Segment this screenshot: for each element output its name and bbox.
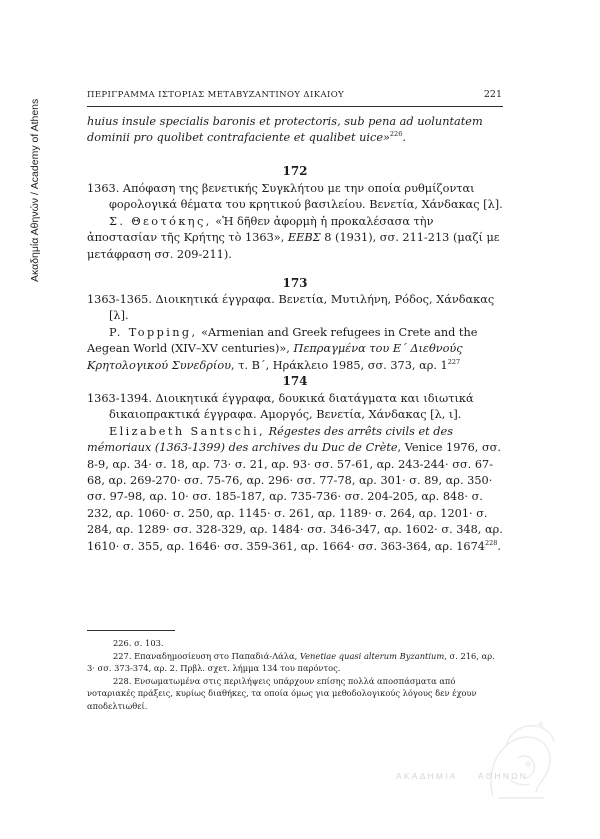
entry-172 <box>87 181 503 263</box>
entry-174 <box>87 391 503 555</box>
entry-174-bibliography: Elizabeth Santschi, Régestes des arrêts civils et des mémoriaux (1363-1399) des archives du Duc de Crète, Venice 1976, σσ. 8-9, αρ. 34· σ. 18, αρ. 73· σ. 21, αρ. 93· σσ. 57-61, αρ. 243-244· σσ. 67-68, αρ. 269-270· σσ. 75-76, αρ. 296· σσ. 77-78, αρ. 301· σ. 89, αρ. 350· σσ. 97-98, αρ. 10· σσ. 185-187, αρ. 735-736· σσ. 204-205, αρ. 848· σ. 232, αρ. 1060· σ. 250, αρ. 1145· σ. 261, αρ. 1189· σ. 264, αρ. 1201· σ. 284, αρ. 1289· σσ. 328-329, αρ. 1484· σσ. 346-347, αρ. 1602· σ. 348, αρ. 1610· σ. 355, αρ. 1646· σσ. 359-361, αρ. 1664· σσ. 363-364, αρ. 1674$^{228}$. <box>87 424 503 553</box>
footnote-228: 228. Ενσωματωμένα στις περιλήψεις υπάρχουν επίσης πολλά αποσπάσματα από νοταριακές πράξεις, κυρίως διαθήκες, τα οποία όμως για μεθοδολογικούς λόγους δεν έχουν αποδελτιωθεί. <box>87 675 477 711</box>
running-head: ΠΕΡΙΓΡΑΜΜΑ ΙΣΤΟΡΙΑΣ ΜΕΤΑΒΥΖΑΝΤΙΝΟΥ ΔΙΚΑΙΟΥ <box>87 90 345 100</box>
entry-173-bibliography: P. Topping, «Armenian and Greek refugees in Crete and the Aegean World (XIV–XV centuries)», Πεπραγμένα του Ε΄ Διεθνούς Κρητολογικού Συνεδρίου, τ. Β΄, Ηράκλειο 1985, σσ. 373, αρ. $1^{227}$ <box>87 325 478 372</box>
watermark-right: ΑΘΗΝΩΝ <box>478 771 529 781</box>
footnote-ref: 228 <box>485 538 498 547</box>
footnote-ref: 227 <box>447 357 461 366</box>
footnote-227: 227. Επαναδημοσίευση στο Παπαδιά-Λάλα, Venetiae quasi alterum Byzantium, σ. 216, αρ. 3· σσ. 373-374, αρ. 2. Πρβλ. σχετ. λήμμα 134 του παρόντος. <box>87 650 495 673</box>
entry-172-bibliography: Σ. Θεοτόκης, «Ἡ δῆθεν ἀφορμὴ ἡ προκαλέσασα τὴν ἀποστασίαν τῆς Κρήτης τὸ 1363», ΕΕΒΣ 8 (1931), σσ. 211-213 (μαζί με μετάφραση σσ. 209-211). <box>87 214 500 261</box>
entry-173-description: 1363-1365. Διοικητικά έγγραφα. Βενετία, Μυτιλήνη, Ρόδος, Χάνδακας [λ]. <box>87 293 495 323</box>
entry-number-174: 174 <box>282 374 308 388</box>
entry-174-description: 1363-1394. Διοικητικά έγγραφα, δουκικά διατάγματα και ιδιωτικά δικαιοπρακτικά έγγραφα. Αμοργός, Βενετία, Χάνδακας [λ, ι]. <box>87 392 474 422</box>
page-number: 221 <box>483 89 502 100</box>
footnotes <box>87 637 503 712</box>
athena-head-logo-icon <box>458 718 563 808</box>
footnote-rule <box>87 630 175 631</box>
header-rule <box>87 106 503 107</box>
footnote-226: 226. σ. 103. <box>113 638 164 648</box>
entry-172-description: 1363. Απόφαση της βενετικής Συγκλήτου με την οποία ρυθμίζονται φορολογικά θέματα του κρητικού βασιλείου. Βενετία, Χάνδακας [λ]. <box>87 182 503 212</box>
entry-number-172: 172 <box>282 164 308 178</box>
entry-number-173: 173 <box>282 276 308 290</box>
footnote-ref: 226 <box>389 130 403 139</box>
watermark-left: ΑΚΑΔΗΜΙΑ <box>396 771 458 781</box>
archive-side-label: Ακαδημία Αθηνών / Academy of Athens <box>29 98 41 282</box>
intro-quote: huius insule specialis baronis et protectoris, sub pena ad uoluntatem dominii pro quolibet contrafaciente et qualibet uice»$^{226}$. <box>87 115 483 145</box>
entry-173 <box>87 292 503 374</box>
